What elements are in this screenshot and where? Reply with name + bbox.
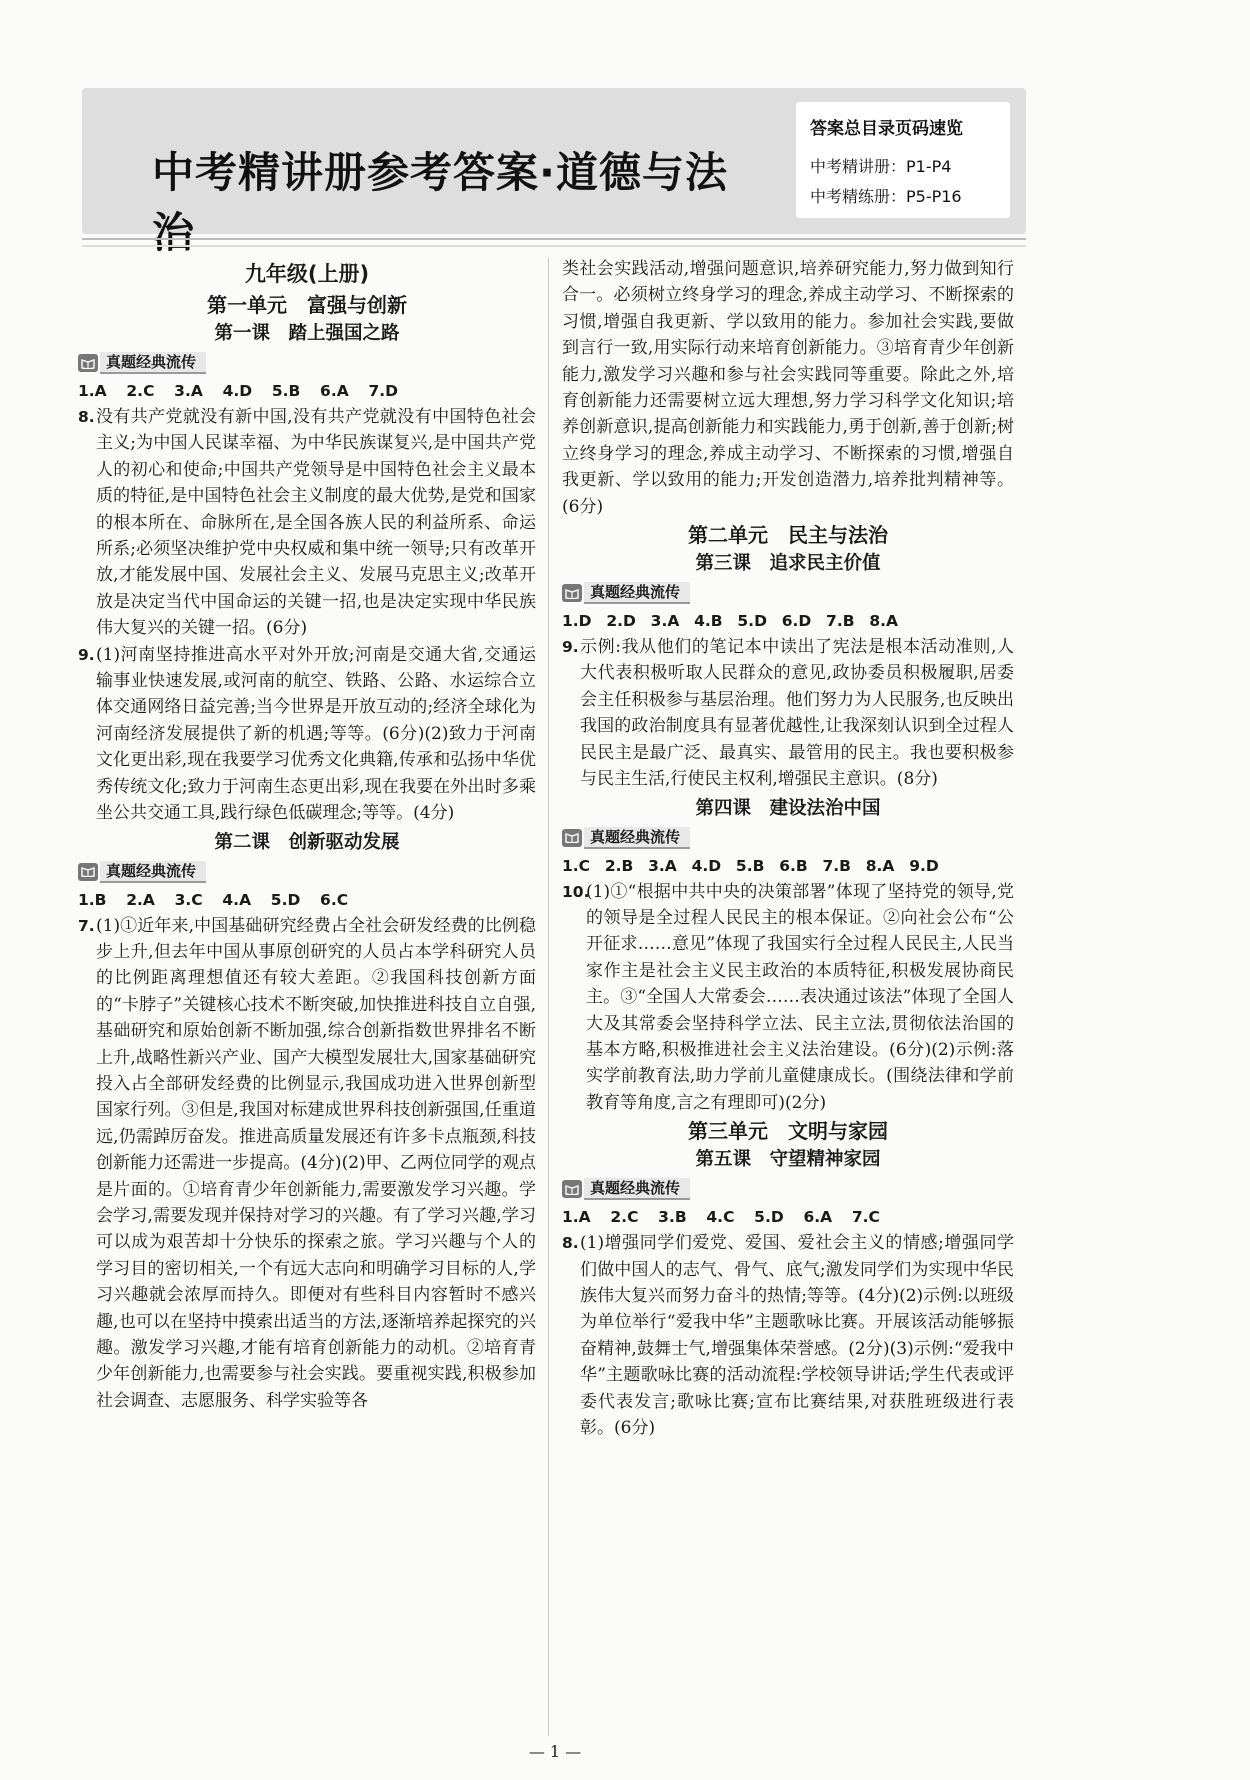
answer-item: 2.C [126,382,155,400]
lesson-heading: 第五课 守望精神家园 [695,1149,881,1171]
answer-item: 3.C [174,890,203,909]
choice-answers [78,378,536,404]
question-number: 7. [78,916,95,935]
section-banner [78,352,536,374]
answer-item: 7.D [368,382,398,400]
answer-paragraph [562,879,1014,1117]
answer-text: (1)①“根据中共中央的决策部署”体现了坚持党的领导,党的领导是全过程人民民主的根本保证。②向社会公布“公开征求……意见”体现了我国实行全过程人民民主,人民当家作主是社会主义民主政治的本质特征,积极发展协商民主。③“全国人大常委会……表决通过该法”体现了全国人大及其常委会坚持科学立法、民主立法,贯彻依法治国的基本方略,积极推进社会主义法治建设。(6分)(2)示例:落实学前教育法,助力学前儿童健康成长。(围绕法律和学前教育等角度,言之有理即可)(2分) [586,881,1014,1113]
answer-item: 6.D [781,612,812,631]
answer-item: 6.B [779,856,808,875]
answer-paragraph [562,634,1014,792]
answer-paragraph [78,913,536,1415]
choice-answers [562,1204,1014,1230]
answer-item: 7.C [851,1208,880,1227]
right-column [562,256,1014,1441]
answer-item: 1.C [562,856,591,875]
answer-item: 3.A [648,856,677,875]
question-number: 8. [562,1234,579,1253]
section-banner-label: 真题经典流传 [100,352,206,374]
answer-item: 3.A [174,382,203,400]
section-banner [78,861,536,883]
answer-item: 4.D [222,382,253,400]
answer-item: 6.A [803,1208,833,1227]
section-banner-label: 真题经典流传 [584,827,690,849]
answer-paragraph [78,404,536,642]
section-banner-label: 真题经典流传 [584,582,690,604]
section-banner-label: 真题经典流传 [100,861,206,883]
book-icon [562,584,582,602]
answer-item: 2.B [604,856,634,875]
unit-heading: 第三单元 文明与家园 [688,1119,888,1144]
question-number: 10. [562,882,590,901]
answer-item: 1.A [78,382,107,400]
answer-item: 9.D [909,856,939,875]
question-number: 8. [78,408,95,426]
question-number: 9. [562,638,579,657]
header-banner [82,88,1026,257]
answer-item: 5.B [735,856,765,875]
book-icon [562,829,582,847]
book-icon [78,354,98,372]
answer-index-title: 答案总目录页码速览 [810,119,963,139]
choice-answers [78,887,536,913]
section-banner-label: 真题经典流传 [584,1178,690,1200]
answer-item: 4.B [694,612,723,631]
lesson-heading: 第二课 创新驱动发展 [214,831,400,853]
answer-item: 2.D [606,612,636,631]
page-title: 中考精讲册参考答案·道德与法治 [152,148,728,257]
answer-item: 1.D [562,612,592,631]
answer-item: 7.B [826,612,855,631]
answer-item: 4.D [691,856,722,875]
choice-answers [562,608,1014,634]
answer-item: 2.A [126,890,155,909]
answer-item: 8.A [869,612,898,631]
answer-item: 7.B [822,856,851,875]
book-icon [78,863,98,881]
answer-index-box [796,102,1010,218]
answer-item: 2.C [610,1208,639,1227]
left-column [78,256,536,1414]
choice-answers [562,853,1014,879]
answer-item: 3.A [650,612,680,631]
section-banner [562,827,1014,849]
answer-index-row-jingjiang: 中考精讲册：P1-P4 [810,157,952,176]
answer-text: (1)①近年来,中国基础研究经费占全社会研发经费的比例稳步上升,但去年中国从事原创研究的人员占本学科研究人员的比例距离理想值还有较大差距。②我国科技创新方面的“卡脖子”关键核心技术不断突破,加快推进科技自立自强,基础研究和原始创新不断加强,综合创新指数世界排名不断上升,战略性新兴产业、国产大模型发展壮大,国家基础研究投入占全部研发经费的比例显示,我国成功进入世界创新型国家行列。③但是,我国对标建成世界科技创新强国,任重道远,仍需踔厉奋发。推进高质量发展还有许多卡点瓶颈,科技创新能力还需进一步提高。(4分)(2)甲、乙两位同学的观点是片面的。①培育青少年创新能力,需要激发学习兴趣。学会学习,需要发现并保持对学习的兴趣。有了学习兴趣,学习可以成为艰苦却十分快乐的探索之旅。学习兴趣与个人的学习目的密切相关,一个有远大志向和明确学习目标的人,学习兴趣就会浓厚而持久。即便对有些科目内容暂时不感兴趣,也可以在坚持中摸索出适当的方法,逐渐培养起探究的兴趣。激发学习兴趣,才能有培育创新能力的动机。②培育青少年创新能力,也需要参与社会实践。要重视实践,积极参加社会调查、志愿服务、科学实验等各 [96,915,536,1411]
answer-item: 1.A [562,1208,591,1227]
answer-text: (1)河南坚持推进高水平对外开放;河南是交通大省,交通运输事业快速发展,或河南的航空、铁路、公路、水运综合立体交通网络日益完善;当今世界是开放互动的;经济全球化为河南经济发展提供了新的机遇;等等。(6分)(2)致力于河南文化更出彩,现在我要学习优秀文化典籍,传承和弘扬中华优秀传统文化;致力于河南生态更出彩,现在我要在外出时多乘坐公共交通工具,践行绿色低碳理念;等等。(4分) [96,644,536,824]
question-number: 9. [78,645,95,664]
header-divider [82,238,1026,247]
answer-item: 5.D [737,612,767,631]
answer-paragraph [562,1230,1014,1441]
answer-text: (1)增强同学们爱党、爱国、爱社会主义的情感;增强同学们做中国人的志气、骨气、底气;激发同学们为实现中华民族伟大复兴而努力奋斗的热情;等等。(4分)(2)示例:以班级为单位举行“爱我中华”主题歌咏比赛。开展该活动能够振奋精神,鼓舞士气,增强集体荣誉感。(2分)(3)示例:“爱我中华”主题歌咏比赛的活动流程:学校领导讲话;学生代表或评委代表发言;歌咏比赛;宣布比赛结果,对获胜班级进行表彰。(6分) [580,1233,1014,1438]
answer-item: 5.D [270,890,301,909]
unit-heading: 第一单元 富强与创新 [207,293,407,317]
answer-text: 没有共产党就没有新中国,没有共产党就没有中国特色社会主义;为中国人民谋幸福、为中华民族谋复兴,是中国共产党人的初心和使命;中国共产党领导是中国特色社会主义最本质的特征,是中国特色社会主义制度的最大优势,是党和国家的根本所在、命脉所在,是全国各族人民的利益所系、命运所系;必须坚决维护党中央权威和集中统一领导;只有改革开放,才能发展中国、发展社会主义、发展马克思主义;改革开放是决定当代中国命运的关键一招,也是决定实现中华民族伟大复兴的关键一招。(6分) [96,407,536,639]
lesson-heading: 第三课 追求民主价值 [695,553,881,575]
section-banner [562,582,1014,604]
answer-text: 示例:我从他们的笔记本中读出了宪法是根本活动准则,人大代表积极听取人民群众的意见,政协委员积极履职,居委会主任积极参与基层治理。他们努力为人民服务,也反映出我国的政治制度具有显著优越性,让我深刻认识到全过程人民民主是最广泛、最真实、最管用的民主。我也要积极参与民主生活,行使民主权利,增强民主意识。(8分) [580,637,1014,790]
answer-index-row-jinglian: 中考精练册：P5-P16 [810,187,962,206]
answer-item: 3.B [658,1208,687,1227]
answer-continuation: 类社会实践活动,增强问题意识,培养研究能力,努力做到知行合一。必须树立终身学习的理念,养成主动学习、不断探索的习惯,增强自我更新、学以致用的能力。参加社会实践,要做到言行一致,用实际行动来培育创新能力。③培育青少年创新能力,激发学习兴趣和参与社会实践同等重要。除此之外,培育创新能力还需要树立远大理想,努力学习科学文化知识;培养创新意识,提高创新能力和实践能力,勇于创新,善于创新;树立终身学习的理念,养成主动学习、不断探索的习惯,增强自我更新、学以致用的能力;开发创造潜力,培养批判精神等。(6分) [562,259,1014,517]
page-number: — 1 — [528,1742,582,1761]
answer-item: 8.A [865,856,895,875]
answer-item: 5.D [754,1208,784,1227]
answer-item: 5.B [271,382,301,400]
answer-item: 4.C [706,1208,735,1227]
column-divider [548,258,549,1736]
lesson-heading: 第四课 建设法治中国 [695,797,881,819]
answer-item: 6.C [320,890,349,909]
answer-item: 4.A [222,890,252,909]
book-icon [562,1180,582,1198]
section-banner [562,1178,1014,1200]
answer-item: 6.A [320,382,349,400]
answer-item: 1.B [78,890,107,909]
answer-paragraph [78,642,536,827]
lesson-heading: 第一课 踏上强国之路 [214,323,400,344]
grade-heading: 九年级(上册) [244,262,370,286]
unit-heading: 第二单元 民主与法治 [688,523,888,548]
